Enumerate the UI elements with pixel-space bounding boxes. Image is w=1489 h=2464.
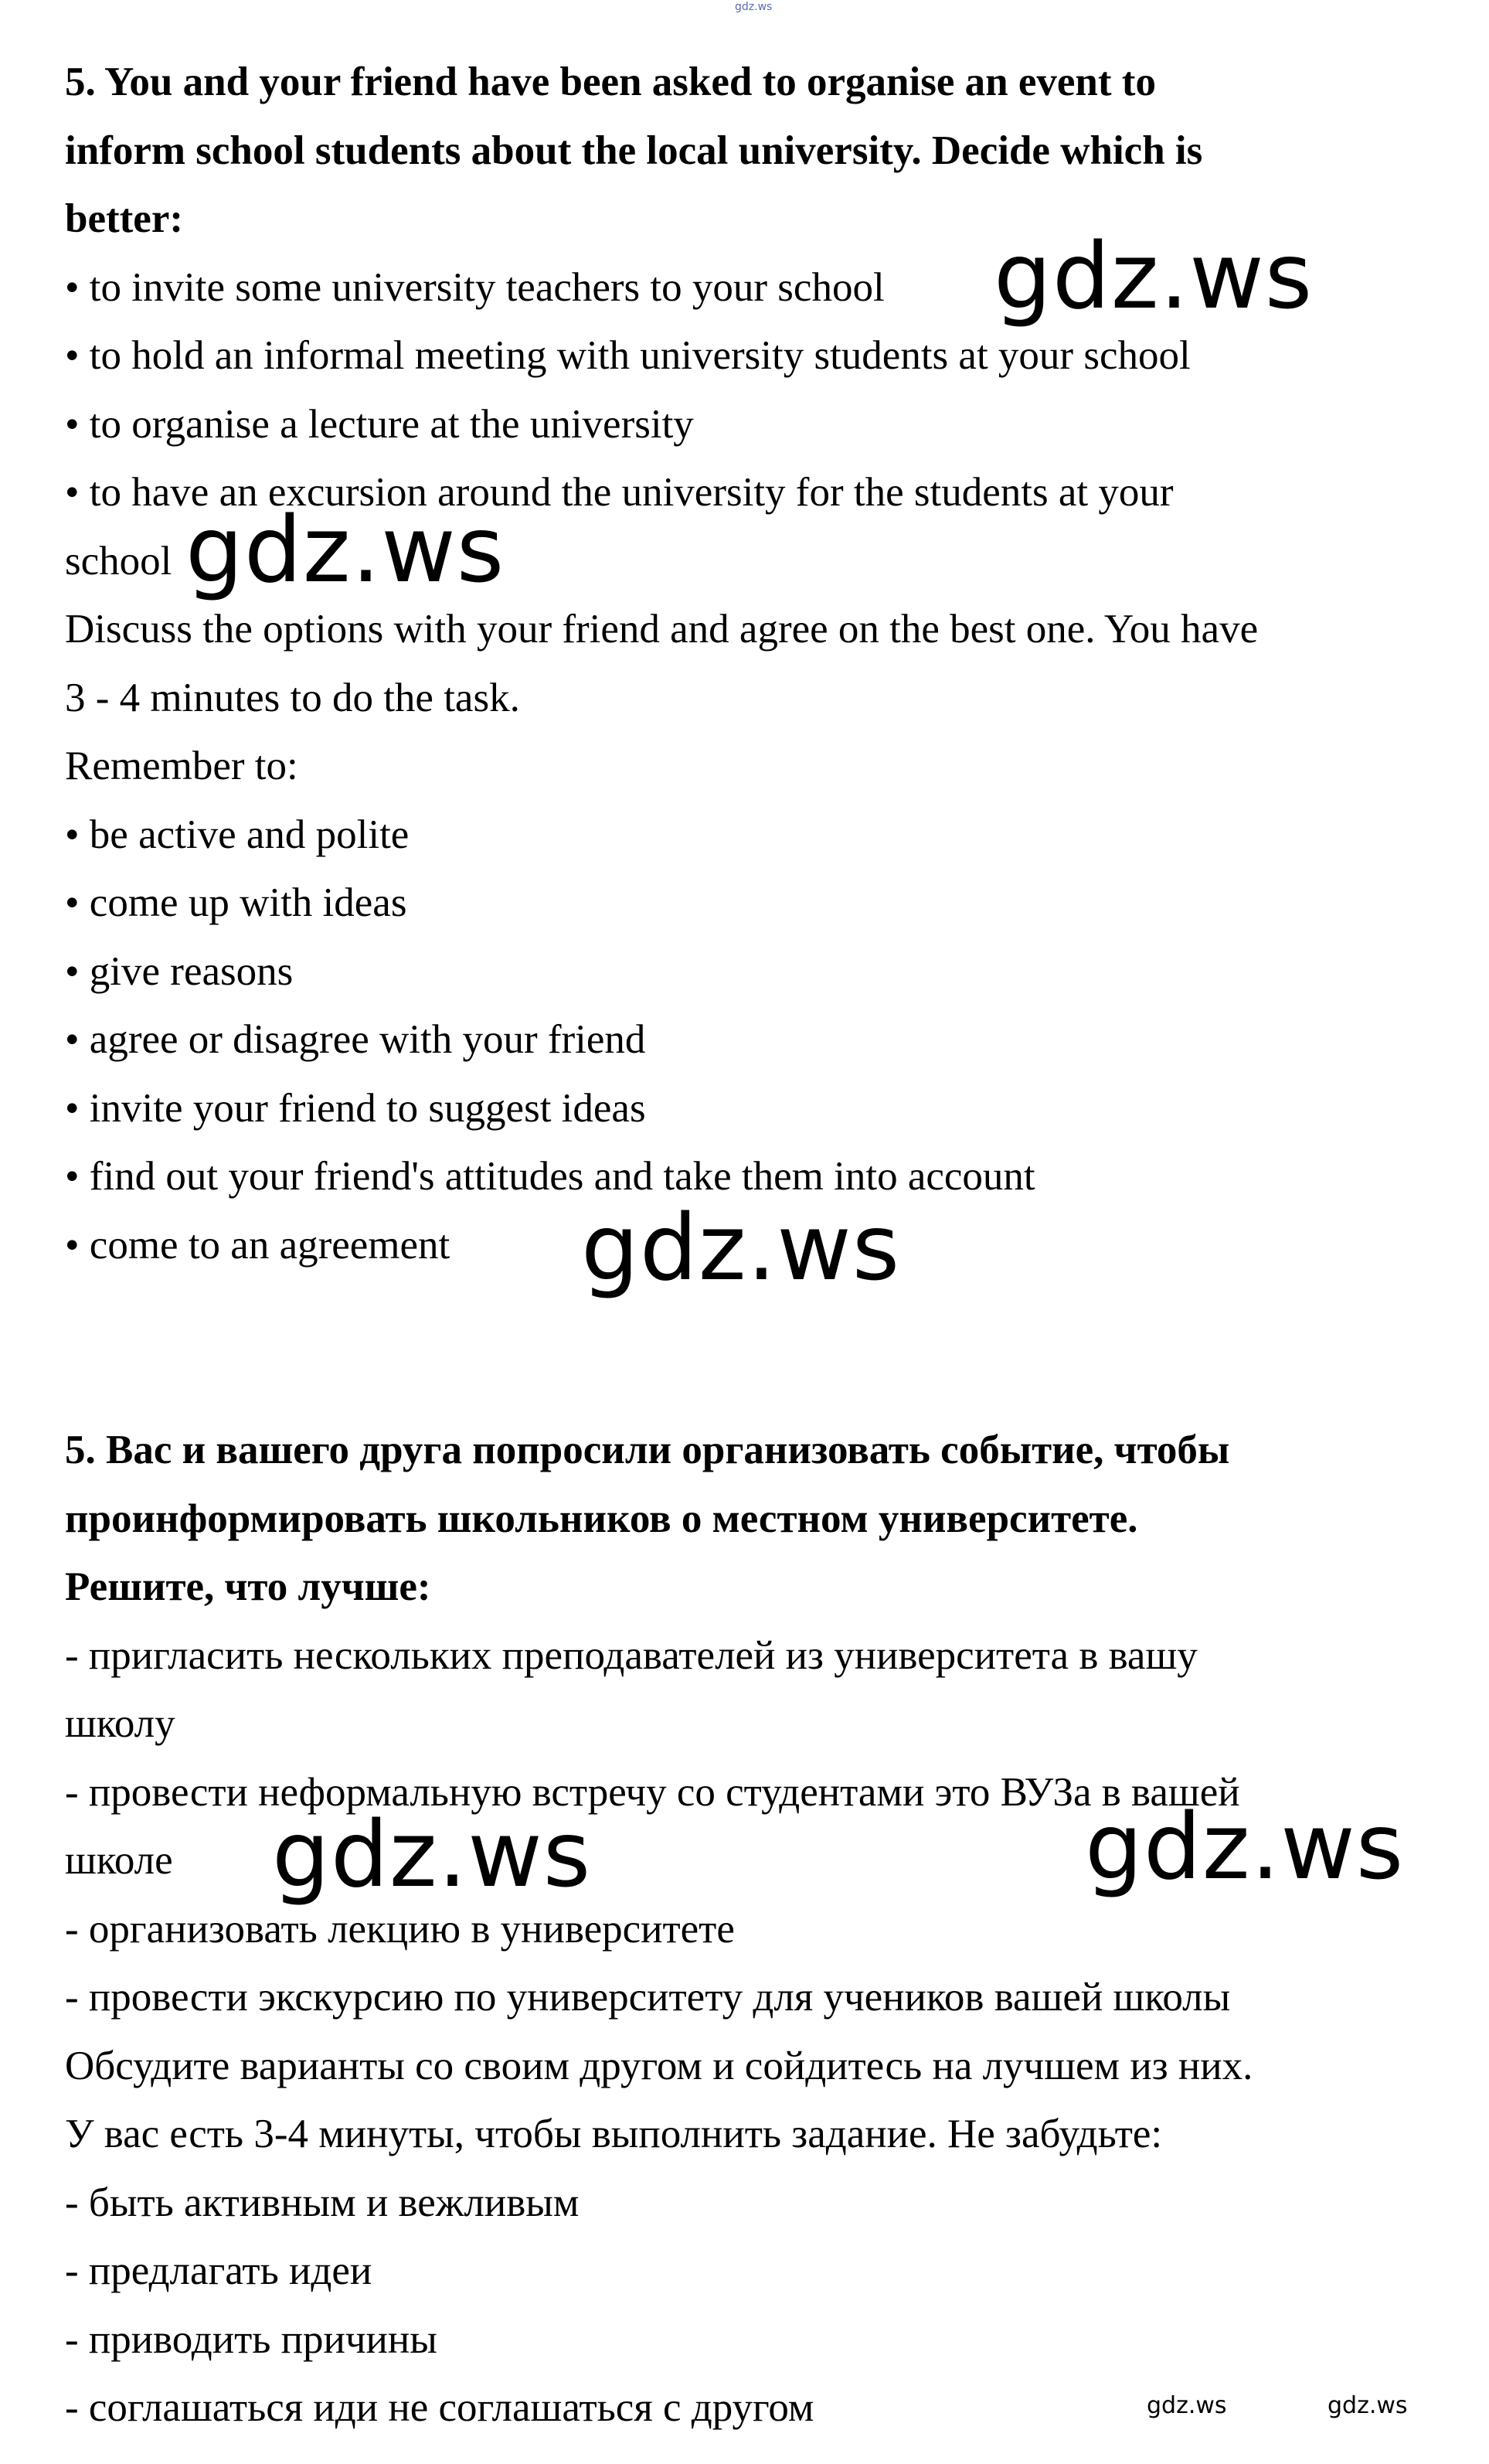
watermark-large: gdz.ws [185,496,505,603]
remember-item: • agree or disagree with your friend [65,1017,646,1062]
option-item: • to organise a lecture at the university [65,401,694,447]
english-instructions [65,595,1425,732]
option-item: - провести неформальную встречу со студентами это ВУЗа в вашей [65,1769,1240,1815]
remember-item: - соглашаться иди не соглашаться с другом [65,2385,814,2430]
russian-task-heading [65,1416,1425,1622]
heading-line: 5. You and your friend have been asked to organise an event to [65,60,1156,104]
option-item: - организовать лекцию в университете [65,1906,735,1952]
remember-item: - приводить причины [65,2316,437,2362]
instruction-line: Discuss the options with your friend and agree on the best one. You have [65,607,1259,652]
instruction-line: У вас есть 3-4 минуты, чтобы выполнить задание. Не забудьте: [65,2112,1163,2156]
watermark-large: gdz.ws [1085,1793,1405,1900]
remember-item: - предлагать идеи [65,2248,372,2293]
heading-line: 5. Вас и вашего друга попросили организовать событие, чтобы [65,1428,1230,1472]
instruction-line: Обсудите варианты со своим другом и сойдитесь на лучшем из них. [65,2043,1253,2088]
watermark-large: gdz.ws [272,1801,592,1908]
russian-instructions [65,2032,1425,2169]
option-item: • to have an excursion around the university for the students at your [65,470,1174,515]
heading-line: проинформировать школьников о местном университете. [65,1496,1138,1541]
watermark-small: gdz.ws [1328,2392,1408,2419]
remember-item: • come to an agreement [65,1222,450,1268]
watermark-tiny: gdz.ws [735,1,773,13]
heading-line: better: [65,196,183,241]
option-item: • to hold an informal meeting with university students at your school [65,333,1191,378]
remember-item: - быть активным и вежливым [65,2180,580,2225]
heading-line: Решите, что лучше: [65,1564,431,1609]
option-item: школе [65,1838,173,1883]
remember-item: • invite your friend to suggest ideas [65,1085,646,1131]
heading-line: inform school students about the local university. Decide which is [65,128,1203,173]
remember-item: • come up with ideas [65,880,407,925]
remember-item: • be active and polite [65,812,410,857]
option-item: - пригласить нескольких преподавателей из университета в вашу [65,1632,1198,1678]
remember-label: Remember to: [65,744,298,788]
watermark-large: gdz.ws [994,223,1314,329]
option-item: школу [65,1701,175,1746]
instruction-line: 3 - 4 minutes to do the task. [65,675,520,720]
option-item: - провести экскурсию по университету для учеников вашей школы [65,1975,1231,2020]
remember-item: • give reasons [65,948,294,994]
watermark-small: gdz.ws [1147,2392,1227,2419]
watermark-large: gdz.ws [581,1194,901,1301]
remember-item: • find out your friend's attitudes and take them into account [65,1154,1035,1199]
option-item: school [65,538,172,584]
option-item: • to invite some university teachers to your school [65,264,885,310]
